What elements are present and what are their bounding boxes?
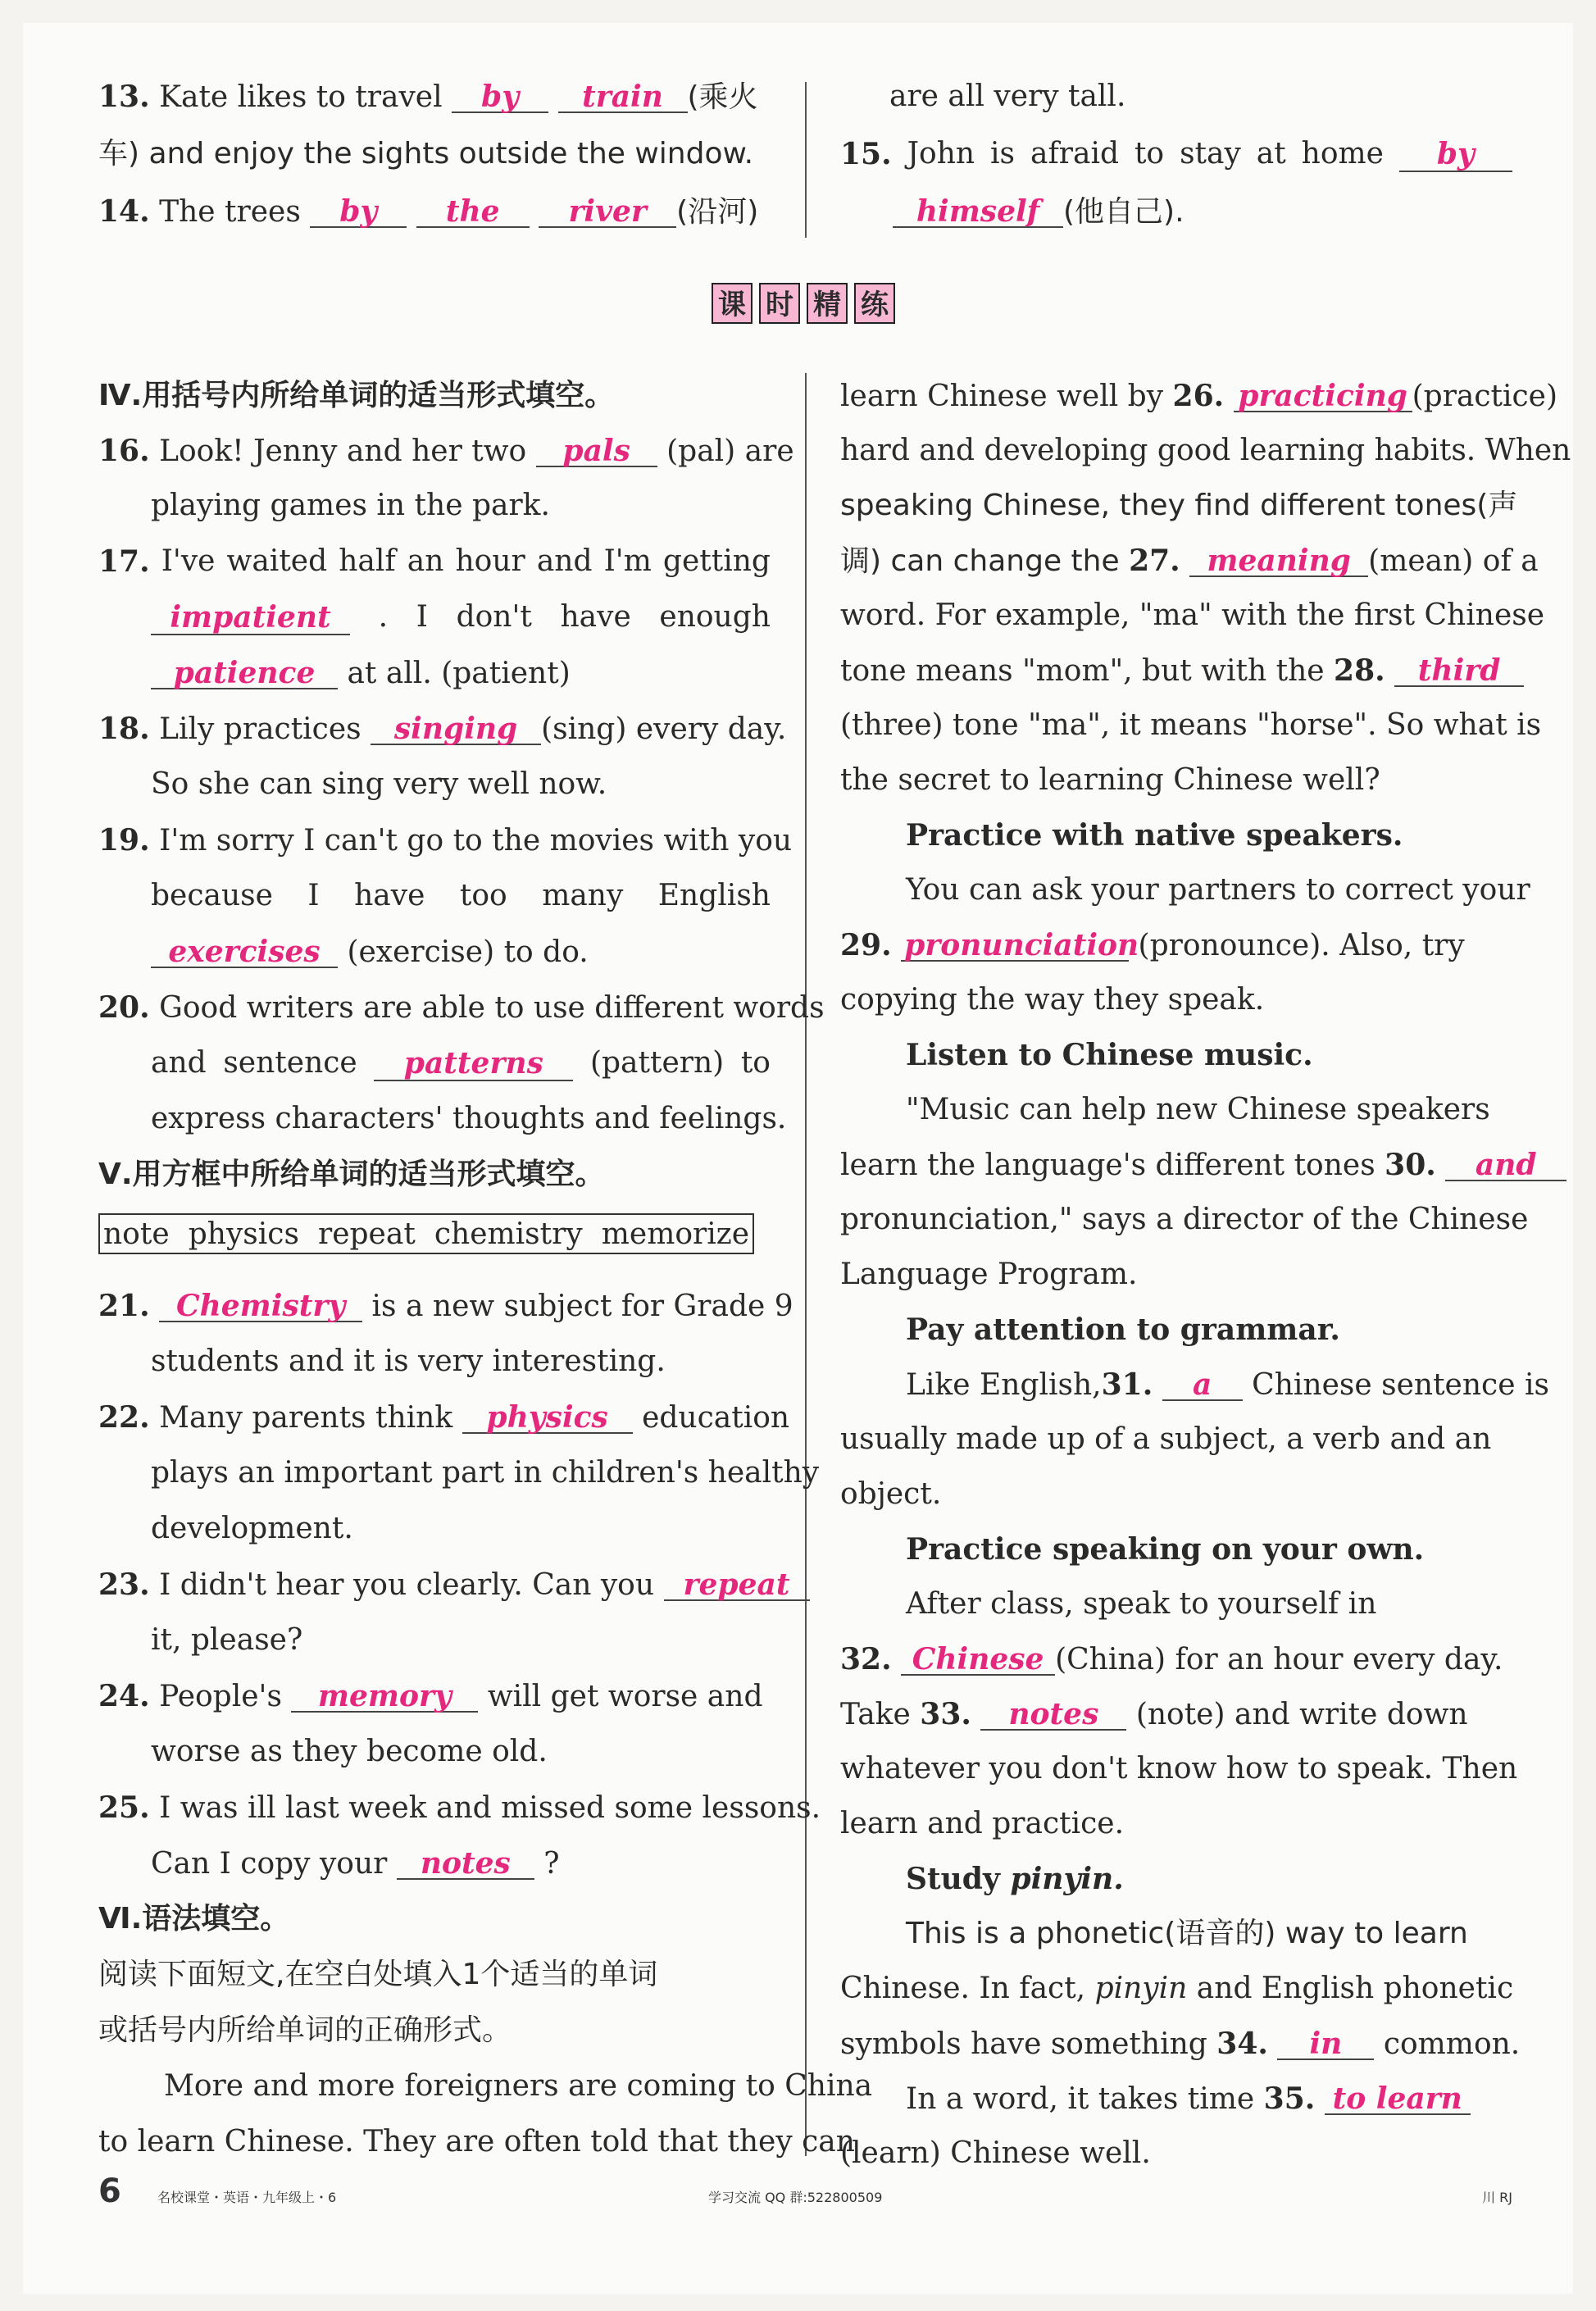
answer-blank[interactable]: to learn [1325, 2084, 1471, 2115]
question-14: 14. The trees by the river (沿河) [98, 194, 759, 229]
answer-blank[interactable]: singing [371, 714, 541, 745]
question-22: 22. Many parents think physics education [98, 1400, 790, 1435]
question-19: 19. I'm sorry I can't go to the movies with you [98, 823, 793, 858]
answer-blank[interactable]: pronunciation [901, 930, 1129, 962]
answer-blank[interactable]: physics [462, 1403, 633, 1434]
answer-blank[interactable]: repeat [664, 1570, 810, 1601]
question-21: 21. Chemistry is a new subject for Grade 9 [98, 1289, 793, 1323]
subheading: Study pinyin. [906, 1862, 1124, 1896]
answer-blank[interactable]: a [1162, 1370, 1243, 1401]
subheading: Practice with native speakers. [906, 818, 1403, 853]
passage-line: to learn Chinese. They are often told that they can [98, 2125, 855, 2159]
left-column: Ⅳ.用括号内所给单词的适当形式填空。 16. Look! Jenny and her two pals (pal) are playing games in the park. 17. I've waited half an hour and I'm getting impatient . I don't have enough patience at all. (patient) 18. Lily practices singing (sing) every day. So she can sing very well now. 19. I'm sorry I can't go to the movies with you because I have too many English exercises (exercise) to do. 20. Good writers are able to use different words and sentence patterns (pattern) to express characters' thoughts and feelings. Ⅴ.用方框中所给单词的适当形式填空。 note physics repeat chemistry memorize 21. Chemistry is a new subject for Grade 9 students and it is very interesting. 22. Many parents think physics education plays an important part in children's healthy development. 23. I didn't hear you clearly. Can you repeat it, please? 24. People's memory will get worse and worse as they become old. 25. I was ill last week and missed some lessons. Can I copy your notes ? Ⅵ.语法填空。 阅读下面短文,在空白处填入1个适当的单词 或括号内所给单词的正确形式。 More and more foreigners are coming to China to learn Chinese. They are often told that they can [98, 379, 873, 2159]
answer-blank[interactable]: notes [397, 1849, 534, 1880]
answer-blank[interactable]: and [1445, 1150, 1566, 1181]
page-number: 6 [98, 2172, 121, 2210]
question-13: 13. Kate likes to travel by train (乘火 [98, 80, 758, 114]
question-25: 25. I was ill last week and missed some lessons. [98, 1790, 821, 1825]
answer-blank[interactable]: patterns [374, 1049, 573, 1081]
answer-blank[interactable]: the [416, 197, 530, 228]
question-24: 24. People's memory will get worse and [98, 1679, 763, 1713]
instructions: 阅读下面短文,在空白处填入1个适当的单词 [98, 1958, 658, 1991]
question-17: 17. I've waited half an hour and I'm getting [98, 544, 771, 579]
section-banner: 课 时 精 练 [712, 283, 895, 324]
answer-blank[interactable]: train [558, 82, 688, 113]
answer-blank[interactable]: notes [980, 1699, 1126, 1731]
question-14-cont: are all very tall. [889, 80, 1126, 113]
answer-blank[interactable]: pals [536, 436, 657, 467]
question-15: 15. John is afraid to stay at home by [840, 139, 1512, 172]
right-column: learn Chinese well by 26. practicing (practice) hard and developing good learning habits. When speaking Chinese, they find different tones(声 调) can change the 27. meaning (mean) of a word. For example, "ma" with the first Chinese tone means "mom", but with the 28. third (three) tone "ma", it means "horse". So what is the secret to learning Chinese well? Practice with native speakers. You can ask your partners to correct your 29. pronunciation (pronounce). Also, try copying the way they speak. Listen to Chinese music. "Music can help new Chinese speakers learn the language's different tones 30. and pronunciation," says a director of the Chinese Language Program. Pay attention to grammar. Like English,31. a Chinese sentence is usually made up of a subject, a verb and an object. Practice speaking on your own. After class, speak to yourself in 32. Chinese (China) for an hour every day. Take 33. notes (note) and write down whatever you don't know how to speak. Then learn and practice. Study pinyin. This is a phonetic(语音的) way to learn Chinese. In fact, pinyin and English phonetic symbols have something 34. in common. In a word, it takes time 35. to learn (learn) Chinese well. [840, 379, 1571, 2170]
answer-blank[interactable]: third [1394, 656, 1524, 687]
answer-blank[interactable]: impatient [151, 603, 350, 635]
passage-line: learn Chinese well by 26. practicing (practice) [840, 379, 1558, 413]
subheading: Listen to Chinese music. [906, 1038, 1313, 1072]
question-16: 16. Look! Jenny and her two pals (pal) are [98, 434, 794, 468]
passage-line: More and more foreigners are coming to China [164, 2069, 873, 2103]
question-20: 20. Good writers are able to use different words [98, 990, 825, 1025]
column-divider [805, 373, 807, 2156]
answer-blank[interactable]: Chinese [901, 1645, 1055, 1676]
answer-blank[interactable]: patience [151, 658, 338, 689]
section-5-title: Ⅴ.用方框中所给单词的适当形式填空。 [98, 1158, 605, 1191]
answer-blank[interactable]: by [1399, 139, 1512, 172]
answer-blank[interactable]: in [1277, 2029, 1374, 2060]
answer-blank[interactable]: river [539, 197, 676, 228]
subheading: Pay attention to grammar. [906, 1312, 1340, 1347]
subheading: Practice speaking on your own. [906, 1532, 1425, 1567]
question-23: 23. I didn't hear you clearly. Can you repeat [98, 1570, 810, 1603]
answer-blank[interactable]: memory [291, 1681, 478, 1713]
answer-blank[interactable]: himself [893, 197, 1063, 228]
word-box: note physics repeat chemistry memorize [98, 1213, 754, 1254]
answer-blank[interactable]: by [310, 197, 407, 228]
section-6-title: Ⅵ.语法填空。 [98, 1902, 290, 1936]
question-13-cont: 车) and enjoy the sights outside the window. [98, 137, 754, 171]
question-15-cont: himself (他自己). [893, 197, 1184, 230]
section-4-title: Ⅳ.用括号内所给单词的适当形式填空。 [98, 379, 615, 412]
column-divider [805, 82, 807, 238]
answer-blank[interactable]: meaning [1189, 546, 1368, 577]
answer-blank[interactable]: exercises [151, 937, 338, 968]
question-18: 18. Lily practices singing (sing) every day. [98, 712, 787, 746]
answer-blank[interactable]: Chemistry [159, 1291, 362, 1322]
answer-blank[interactable]: practicing [1234, 381, 1412, 412]
answer-blank[interactable]: by [452, 82, 548, 113]
